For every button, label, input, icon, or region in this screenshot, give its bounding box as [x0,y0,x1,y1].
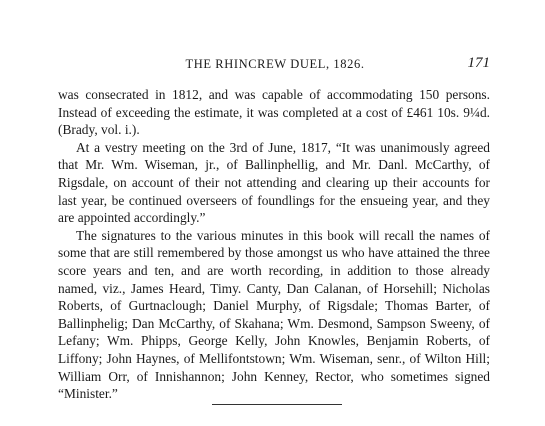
page-number: 171 [467,55,490,71]
paragraph-signatures: The signatures to the various minutes in this book will recall the names of some that are still remembered by those amongst us who have attained the three score years and ten, and are worth recording, in addition to those already named, viz., James Heard, Timy. Canty, Dan Calanan, of Horsehill; Nicholas Roberts, of Gurtnaclough; Daniel Murphy, of Rigsdale; Thomas Barter, of Ballinphelig; Dan McCarthy, of Skahana; Wm. Desmond, Sampson Sweeny, of Lefany; Wm. Phipps, George Kelly, John Knowles, Benjamin Roberts, of Liffony; John Haynes, of Mellifontstown; Wm. Wiseman, senr., of Wilton Hill; William Orr, of Innishannon; John Kenney, Rector, who sometimes signed “Minister.” [58,227,490,402]
body-text [58,86,490,403]
running-title: THE RHINCREW DUEL, 1826. [185,57,365,71]
paragraph-vestry-meeting: At a vestry meeting on the 3rd of June, 1817, “It was unanimously agreed that Mr. Wm. Wiseman, jr., of Ballinphellig, and Mr. Danl. McCarthy, of Rigsdale, on account of their not attending and clearing up their accounts for last year, be continued overseers of foundlings for the ensueing year, and they are appointed accordingly.” [58,139,490,226]
section-end-rule [212,404,342,405]
paragraph-continuation: was consecrated in 1812, and was capable of accommodating 150 persons. Instead of exceeding the estimate, it was completed at a cost of £461 10s. 9¼d. (Brady, vol. i.). [58,87,490,138]
running-head [60,55,490,75]
